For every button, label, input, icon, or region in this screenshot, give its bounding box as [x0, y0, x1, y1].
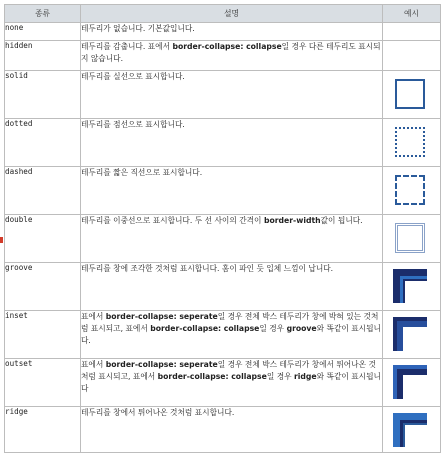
table-row [5, 215, 441, 263]
desc-text: 일 경우 [259, 324, 287, 333]
double-border-example [395, 223, 425, 253]
desc-cell: 테두리를 짧은 직선으로 표시합니다. [81, 167, 383, 215]
desc-cell: 테두리를 점선으로 표시합니다. [81, 119, 383, 167]
border-style-table [4, 4, 441, 453]
example-cell [383, 263, 441, 311]
example-cell [383, 359, 441, 407]
type-cell: groove [5, 263, 81, 311]
table-header-row [5, 5, 441, 23]
table-row [5, 119, 441, 167]
table-row [5, 23, 441, 41]
dotted-border-example [395, 127, 425, 157]
table-row [5, 41, 441, 71]
desc-text: 테두리를 감춥니다. 표에서 [81, 42, 173, 51]
desc-text: 일 경우 전체 박스 테두리가 창에서 튀어나온 것처럼 표시되고, 표에서 [81, 360, 376, 381]
dashed-border-example [395, 175, 425, 205]
desc-text: 값이 됩니다. [320, 216, 363, 225]
red-margin-marker [0, 237, 3, 243]
type-cell: outset [5, 359, 81, 407]
table-row [5, 359, 441, 407]
table-row [5, 263, 441, 311]
desc-cell: 테두리를 실선으로 표시합니다. [81, 71, 383, 119]
table-row [5, 407, 441, 453]
type-cell: dashed [5, 167, 81, 215]
table-row [5, 71, 441, 119]
desc-keyword: border-collapse: collapse [157, 372, 267, 381]
desc-text: 와 똑같이 표시됩니다 [81, 372, 381, 393]
desc-text: 테두리를 이중선으로 표시합니다. 두 선 사이의 간격이 [81, 216, 264, 225]
table-row [5, 311, 441, 359]
type-cell: ridge [5, 407, 81, 453]
example-cell [383, 311, 441, 359]
desc-cell: 테두리가 없습니다. 기본값입니다. [81, 23, 383, 41]
type-cell: solid [5, 71, 81, 119]
inset-border-example [393, 317, 427, 351]
ridge-border-example [393, 413, 427, 447]
desc-text: 일 경우 다른 테두리도 표시되지 않습니다. [81, 42, 381, 63]
type-cell: double [5, 215, 81, 263]
groove-border-example [393, 269, 427, 303]
example-cell [383, 119, 441, 167]
example-cell [383, 23, 441, 41]
desc-cell [81, 359, 383, 407]
type-cell: dotted [5, 119, 81, 167]
header-example: 예시 [383, 5, 441, 23]
desc-text: 표에서 [81, 312, 106, 321]
header-description: 설명 [81, 5, 383, 23]
example-cell [383, 71, 441, 119]
type-cell: inset [5, 311, 81, 359]
desc-keyword: groove [286, 324, 317, 333]
desc-cell: 테두리를 창에서 튀어나온 것처럼 표시합니다. [81, 407, 383, 453]
desc-keyword: border-collapse: seperate [105, 312, 218, 321]
desc-keyword: border-width [263, 216, 321, 225]
type-cell: hidden [5, 41, 81, 71]
desc-cell [81, 215, 383, 263]
desc-text: 와 똑같이 표시됩니다. [81, 324, 381, 345]
desc-keyword: border-collapse: seperate [105, 360, 218, 369]
example-cell [383, 167, 441, 215]
desc-keyword: ridge [294, 372, 317, 381]
solid-border-example [395, 79, 425, 109]
desc-keyword: border-collapse: collapse [172, 42, 282, 51]
example-cell [383, 215, 441, 263]
desc-cell [81, 311, 383, 359]
table-row [5, 167, 441, 215]
type-cell: none [5, 23, 81, 41]
example-cell [383, 41, 441, 71]
desc-text: 일 경우 [266, 372, 294, 381]
example-cell [383, 407, 441, 453]
desc-text: 일 경우 전체 박스 테두리가 창에 박혀 있는 것처럼 표시되고, 표에서 [81, 312, 379, 333]
desc-keyword: border-collapse: collapse [150, 324, 260, 333]
desc-text: 표에서 [81, 360, 106, 369]
desc-cell: 테두리를 창에 조각한 것처럼 표시합니다. 홈이 파인 듯 입체 느낌이 납니다. [81, 263, 383, 311]
header-type: 종류 [5, 5, 81, 23]
desc-cell [81, 41, 383, 71]
outset-border-example [393, 365, 427, 399]
